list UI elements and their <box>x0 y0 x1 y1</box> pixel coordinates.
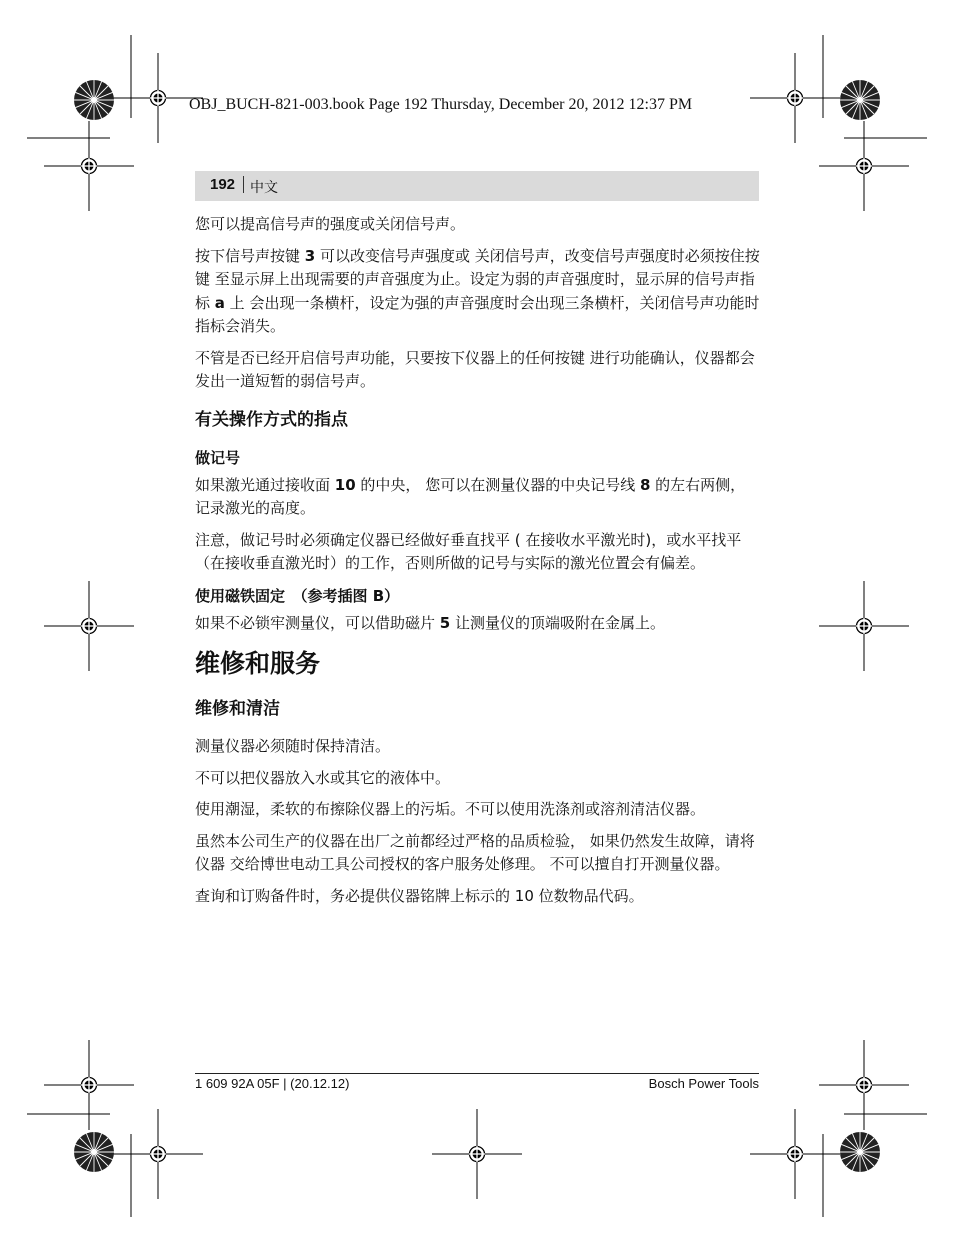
running-header-bar <box>195 171 759 201</box>
paragraph: 虽然本公司生产的仪器在出厂之前都经过严格的品质检验， 如果仍然发生故障，请将仪器 交给博世电动工具公司授权的客户服务处修理。 不可以擅自打开测量仪器。 <box>195 831 755 873</box>
reference-number: 10 <box>334 475 356 494</box>
reference-number: 3 <box>304 246 316 265</box>
registration-mark <box>44 581 134 671</box>
star-target-icon <box>74 1132 114 1172</box>
registration-mark <box>750 53 840 143</box>
paragraph: 注意，做记号时必须确定仪器已经做好垂直找平 ( 在接收水平激光时)，或水平找平 （在接收垂直激光时）的工作，否则所做的记号与实际的激光位置会有偏差。 <box>195 530 742 572</box>
section-heading: 维修和清洁 <box>195 699 280 719</box>
registration-mark <box>44 121 134 211</box>
print-slug: OBJ_BUCH-821-003.book Page 192 Thursday, December 20, 2012 12:37 PM <box>189 96 693 113</box>
registration-mark <box>44 1040 134 1130</box>
star-target-icon <box>840 80 880 120</box>
registration-mark <box>113 1109 203 1199</box>
registration-mark <box>819 121 909 211</box>
paragraph: 不管是否已经开启信号声功能，只要按下仪器上的任何按键 进行功能确认，仪器都会发出一道短暂的弱信号声。 <box>195 348 755 390</box>
paragraph: 测量仪器必须随时保持清洁。 <box>195 737 391 755</box>
registration-mark <box>819 581 909 671</box>
registration-mark <box>750 1109 840 1199</box>
paragraph: 如果不必锁牢测量仪，可以借助磁片 5 让测量仪的顶端吸附在金属上。 <box>195 613 665 632</box>
chapter-heading: 维修和服务 <box>195 649 321 678</box>
page-body <box>195 213 760 916</box>
paragraph: 您可以提高信号声的强度或关闭信号声。 <box>195 215 466 233</box>
paragraph: 如果激光通过接收面 10 的中央， 您可以在测量仪器的中央记号线 8 的左右两侧，记录激光的高度。 <box>195 475 746 517</box>
page-number: 192 <box>210 176 236 193</box>
reference-number: 5 <box>439 613 451 632</box>
paragraph: 使用潮湿，柔软的布擦除仪器上的污垢。不可以使用洗涤剂或溶剂清洁仪器。 <box>195 800 706 818</box>
registration-mark <box>432 1109 522 1199</box>
paragraph: 不可以把仪器放入水或其它的液体中。 <box>195 768 451 787</box>
subsection-heading: 使用磁铁固定 （参考插图 B） <box>195 586 400 605</box>
reference-letter: a <box>214 293 225 312</box>
registration-mark <box>819 1040 909 1130</box>
language-label: 中文 <box>250 180 278 196</box>
header-divider <box>243 176 244 193</box>
paragraph: 按下信号声按键 3 可以改变信号声强度或 关闭信号声，改变信号声强度时必须按住按键 至显示屏上出现需要的声音强度为止。设定为弱的声音强度时，显示屏的信号声指标 a 上 会出现一条横杆，设定为强的声音强度时会出现三条横杆，关闭信号声功能时指标会消失。 <box>195 246 760 335</box>
section-heading: 有关操作方式的指点 <box>195 409 348 430</box>
footer-brand: Bosch Power Tools <box>648 1076 759 1091</box>
star-target-icon <box>840 1132 880 1172</box>
paragraph: 查询和订购备件时，务必提供仪器铭牌上标示的 10 位数物品代码。 <box>195 886 644 905</box>
subsection-heading: 做记号 <box>195 448 241 467</box>
reference-number: 8 <box>639 475 651 494</box>
footer-rule <box>195 1073 759 1074</box>
star-target-icon <box>74 80 114 120</box>
footer-document-code: 1 609 92A 05F | (20.12.12) <box>195 1076 350 1091</box>
